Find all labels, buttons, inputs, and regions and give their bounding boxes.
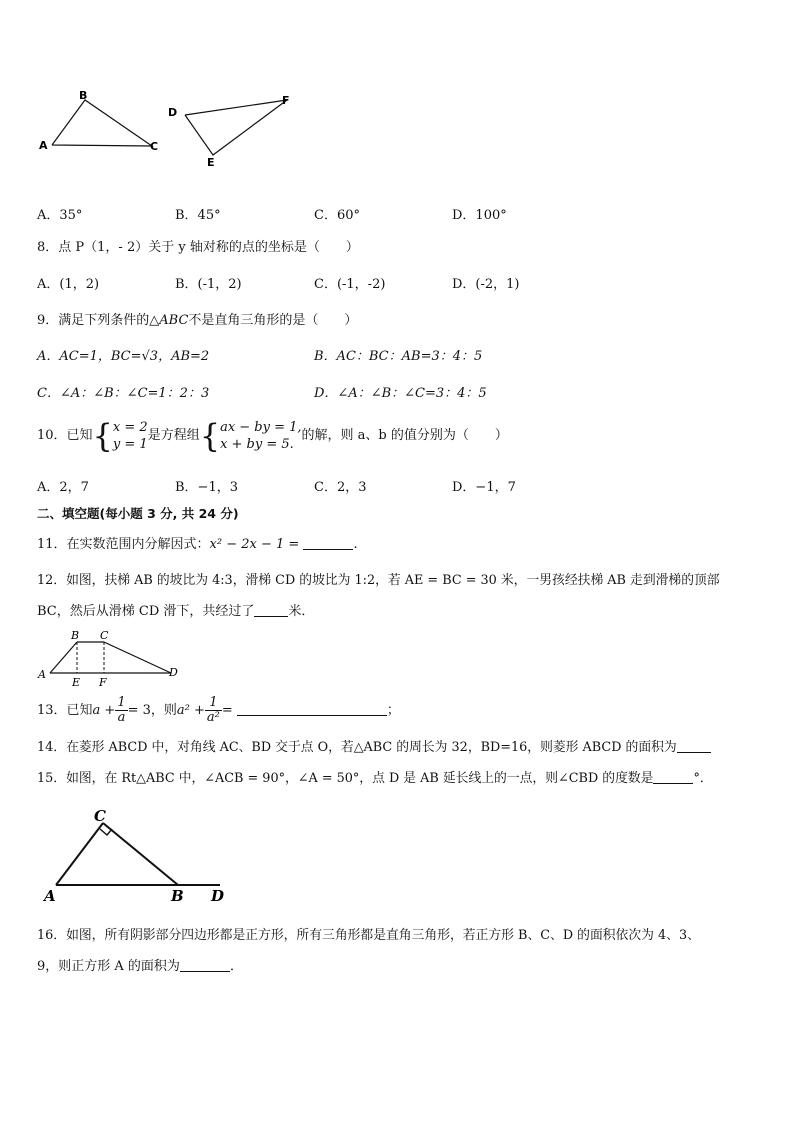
q16-answer-blank[interactable]	[180, 959, 230, 972]
fig12-label-c: C	[100, 629, 109, 642]
q16-line1: 16．如图，所有阴影部分四边形都是正方形，所有三角形都是直角三角形，若正方形 B、C、D 的面积依次为 4、3、	[37, 928, 700, 943]
q12-line2-pre: BC，然后从滑梯 CD 滑下，共经过了	[37, 604, 255, 619]
q14-text: 14．在菱形 ABCD 中，对角线 AC、BD 交于点 O，若△ABC 的周长为 32，BD=16，则菱形 ABCD 的面积为	[37, 740, 677, 755]
q16-line2-post: ．	[229, 959, 243, 974]
q14-answer-blank[interactable]	[677, 740, 711, 753]
fig7-label-d: D	[168, 106, 178, 119]
q10-option-c: C．2，3	[314, 480, 367, 495]
fig7-label-a: A	[39, 139, 48, 152]
q8-question: 8．点 P（1，- 2）关于 y 轴对称的点的坐标是（ ）	[37, 240, 359, 255]
q10-system-2: ax − by = 1, x + by = 5.	[220, 419, 302, 452]
q9-option-d: D．∠A：∠B：∠C=3：4：5	[314, 386, 487, 401]
q13-answer-blank[interactable]	[237, 703, 387, 716]
q11-answer-blank[interactable]	[303, 537, 353, 550]
q7-option-c: C．60°	[314, 208, 360, 223]
q7-option-a: A．35°	[37, 208, 83, 223]
q8-option-a: A．(1，2)	[37, 277, 100, 292]
q13-fraction-2: $\frac{1}{\text{a²}}$	[206, 695, 220, 725]
fig7-label-e: E	[207, 156, 215, 169]
q15-answer-blank[interactable]	[653, 771, 693, 784]
q11-pre: 11．在实数范围内分解因式：	[37, 537, 210, 552]
fig12-label-d: D	[169, 666, 178, 679]
q12-slide-figure	[36, 628, 186, 688]
fig7-label-c: C	[150, 140, 159, 153]
q10-system-1: x = 2 y = 1	[112, 419, 148, 452]
fig15-label-b: B	[171, 887, 184, 905]
q12-line1: 12．如图，扶梯 AB 的坡比为 4:3，滑梯 CD 的坡比为 1:2，若 AE = BC = 30 米，一男孩经扶梯 AB 走到滑梯的顶部	[37, 573, 720, 588]
q10-post: 的解，则 a、b 的值分别为（ ）	[301, 428, 508, 443]
q7-option-d: D．100°	[452, 208, 507, 223]
q9-option-a: A．AC=1，BC=√3，AB=2	[37, 349, 210, 364]
q10-brace-1: {	[92, 416, 113, 455]
q16-line2-pre: 9，则正方形 A 的面积为	[37, 959, 180, 974]
q10-question	[37, 416, 508, 456]
fig7-label-b: B	[79, 89, 88, 102]
q8-option-c: C．(-1，-2)	[314, 277, 386, 292]
q9-triangle: △ABC	[149, 313, 189, 328]
q12-line2	[37, 604, 314, 620]
q9-pre: 9．满足下列条件的	[37, 313, 150, 328]
q7-option-b: B．45°	[175, 208, 221, 223]
q10-option-a: A．2，7	[37, 480, 89, 495]
q13-a2: a² +	[176, 703, 205, 718]
q7-triangle-figure	[30, 85, 310, 170]
q11-question: 11．在实数范围内分解因式：x² − 2x − 1 = .	[37, 537, 358, 552]
fig12-label-f: F	[99, 676, 107, 688]
q13-question	[37, 693, 400, 729]
q10-option-d: D．−1，7	[452, 480, 516, 495]
q14-question	[37, 740, 711, 756]
q15-end: °．	[693, 771, 713, 786]
q9-post: 不是直角三角形的是（ ）	[188, 313, 358, 328]
q10-option-b: B．−1，3	[175, 480, 238, 495]
q13-fraction-1: $\frac{1}{a}$	[117, 695, 126, 725]
q16-line2	[37, 959, 243, 975]
q10-brace-2: {	[199, 416, 221, 455]
q8-option-d: D．(-2，1)	[452, 277, 520, 292]
q15-text: 15．如图，在 Rt△ABC 中，∠ACB = 90°，∠A = 50°，点 D 是 AB 延长线上的一点，则∠CBD 的度数是	[37, 771, 654, 786]
q9-option-b: B．AC：BC：AB=3：4：5	[314, 349, 483, 364]
q10-pre: 10．已知	[37, 428, 93, 443]
q9-question	[37, 313, 357, 329]
fig15-label-d: D	[211, 887, 225, 905]
q12-answer-blank[interactable]	[254, 604, 288, 617]
q10-mid: 是方程组	[147, 428, 200, 443]
q15-triangle-figure	[36, 805, 236, 905]
fig12-label-b: B	[71, 629, 80, 642]
q15-question	[37, 771, 713, 787]
q11-expr: x² − 2x − 1 =	[209, 537, 300, 552]
q13-end: ；	[386, 703, 400, 718]
fig7-label-f: F	[282, 94, 290, 107]
q13-a: a +	[92, 703, 116, 718]
q13-eq1: = 3，则	[127, 703, 177, 718]
q8-option-b: B．(-1，2)	[175, 277, 242, 292]
q9-option-c: C．∠A：∠B：∠C=1：2：3	[37, 386, 210, 401]
fig15-label-c: C	[94, 807, 106, 825]
q13-pre: 13．已知	[37, 703, 93, 718]
q12-line2-post: 米．	[288, 604, 315, 619]
fig12-label-a: A	[38, 668, 46, 681]
fig15-label-a: A	[44, 887, 56, 905]
section-2-heading: 二、填空题(每小题 3 分, 共 24 分)	[37, 506, 239, 521]
fig12-label-e: E	[72, 676, 81, 688]
q13-eq2: =	[221, 703, 233, 718]
